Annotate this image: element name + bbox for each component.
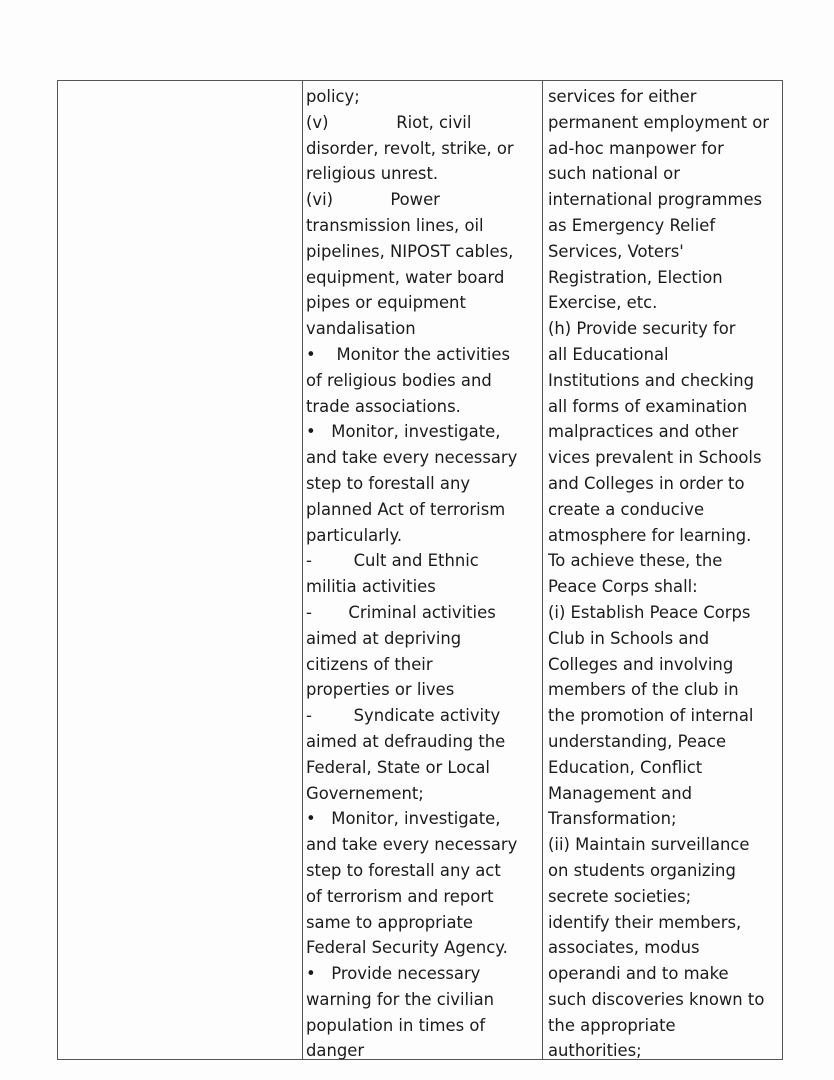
text-line: identify their members, [548, 912, 742, 932]
text-line: (h) Provide security for [548, 319, 736, 339]
text-line: vandalisation [306, 319, 416, 339]
text-line: aimed at defrauding the [306, 731, 506, 751]
text-line: (vi) Power [306, 190, 440, 210]
text-line: (v) Riot, civil [306, 112, 472, 132]
text-line: all Educational [548, 344, 669, 364]
text-line: Exercise, etc. [548, 293, 658, 313]
text-line: disorder, revolt, strike, or [306, 138, 514, 158]
text-line: - Syndicate activity [306, 706, 501, 726]
text-line: atmosphere for learning. [548, 525, 752, 545]
text-line: members of the club in [548, 680, 739, 700]
text-line: pipelines, NIPOST cables, [306, 241, 514, 261]
right-column-cell [548, 84, 780, 1064]
text-line: understanding, Peace [548, 731, 727, 751]
text-line: • Monitor, investigate, [306, 422, 501, 442]
text-line: transmission lines, oil [306, 215, 484, 235]
middle-column-cell [306, 84, 538, 1064]
text-line: Federal, State or Local [306, 757, 490, 777]
text-line: step to forestall any [306, 473, 471, 493]
text-line: operandi and to make [548, 964, 729, 984]
text-line: step to forestall any act [306, 860, 501, 880]
text-line: equipment, water board [306, 267, 505, 287]
text-line: the promotion of internal [548, 706, 754, 726]
text-line: permanent employment or [548, 112, 770, 132]
text-line: secrete societies; [548, 886, 692, 906]
content-table [57, 80, 783, 1060]
text-line: of religious bodies and [306, 370, 492, 390]
text-line: services for either [548, 87, 697, 106]
text-line: particularly. [306, 525, 403, 545]
text-line: Services, Voters' [548, 241, 684, 261]
text-line: To achieve these, the [548, 551, 723, 571]
text-line: danger [306, 1041, 365, 1061]
text-line: on students organizing [548, 860, 736, 880]
text-line: pipes or equipment [306, 293, 466, 313]
text-line: Management and [548, 783, 693, 803]
text-line: population in times of [306, 1015, 486, 1035]
column-divider-right [542, 81, 543, 1059]
text-line: as Emergency Relief [548, 215, 716, 235]
text-line: policy; [306, 87, 360, 106]
text-line: the appropriate [548, 1015, 676, 1035]
text-line: trade associations. [306, 396, 461, 416]
text-line: international programmes [548, 190, 763, 210]
text-line: Colleges and involving [548, 654, 734, 674]
text-line: properties or lives [306, 680, 455, 700]
text-line: - Cult and Ethnic [306, 551, 479, 571]
text-line: - Criminal activities [306, 602, 496, 622]
text-line: religious unrest. [306, 164, 439, 184]
text-line: (i) Establish Peace Corps [548, 602, 751, 622]
text-line: Peace Corps shall: [548, 577, 698, 597]
text-line: Federal Security Agency. [306, 938, 508, 958]
text-line: (ii) Maintain surveillance [548, 835, 750, 855]
text-line: authorities; [548, 1041, 642, 1061]
text-line: associates, modus [548, 938, 700, 958]
text-line: aimed at depriving [306, 628, 462, 648]
text-line: Education, Conflict [548, 757, 703, 777]
text-line: and take every necessary [306, 835, 518, 855]
text-line: and Colleges in order to [548, 473, 745, 493]
text-line: all forms of examination [548, 396, 748, 416]
text-line: Club in Schools and [548, 628, 710, 648]
text-line: same to appropriate [306, 912, 474, 932]
text-line: planned Act of terrorism [306, 499, 506, 519]
text-line: such national or [548, 164, 680, 184]
text-line: create a conducive [548, 499, 705, 519]
text-line: • Provide necessary [306, 964, 481, 984]
text-line: ad-hoc manpower for [548, 138, 724, 158]
text-line: vices prevalent in Schools [548, 448, 762, 468]
text-line: citizens of their [306, 654, 433, 674]
text-line: militia activities [306, 577, 436, 597]
text-line: malpractices and other [548, 422, 739, 442]
text-line: • Monitor the activities [306, 344, 511, 364]
text-line: and take every necessary [306, 448, 518, 468]
text-line: Institutions and checking [548, 370, 755, 390]
text-line: such discoveries known to [548, 989, 765, 1009]
text-line: warning for the civilian [306, 989, 495, 1009]
text-line: Transformation; [548, 809, 677, 829]
text-line: Registration, Election [548, 267, 723, 287]
text-line: of terrorism and report [306, 886, 494, 906]
text-line: Governement; [306, 783, 424, 803]
text-line: • Monitor, investigate, [306, 809, 501, 829]
column-divider-left [302, 81, 303, 1059]
